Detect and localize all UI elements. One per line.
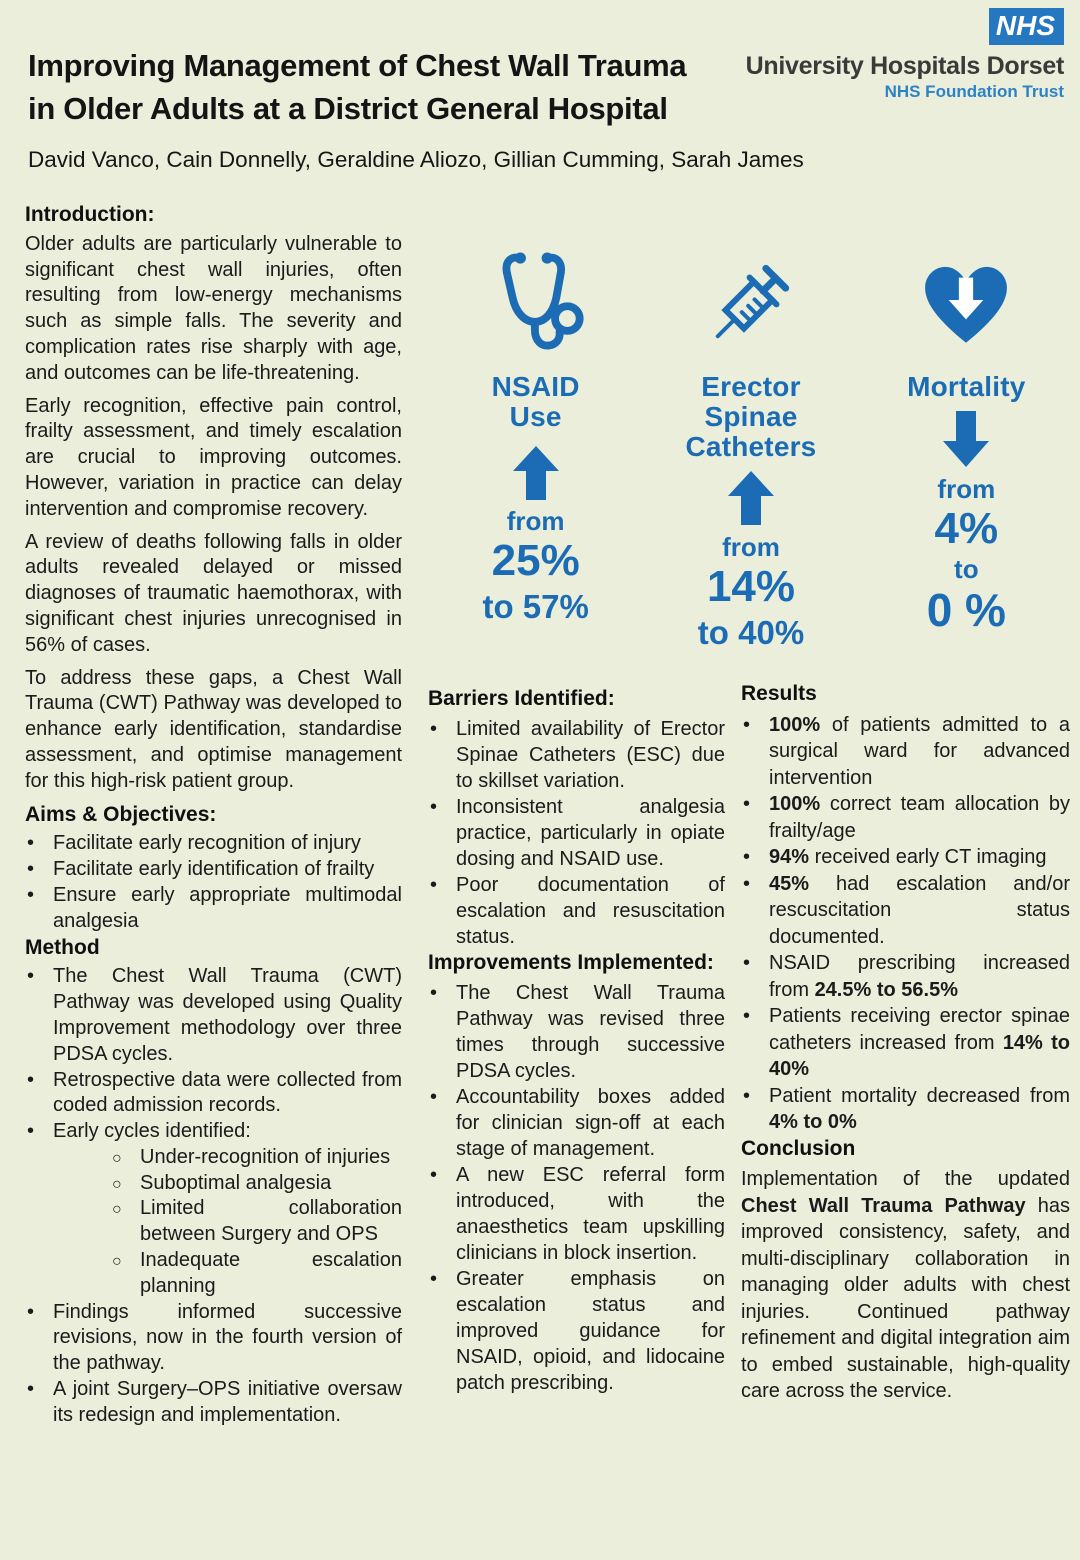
infographic-from-value: 4% bbox=[934, 504, 999, 553]
sub-list-item: ○ Suboptimal analgesia bbox=[112, 1171, 402, 1197]
infographic-to-value: to 40% bbox=[697, 614, 805, 651]
infographic-label: Spinae bbox=[704, 401, 798, 432]
list-item: • Facilitate early recognition of injury bbox=[25, 831, 402, 857]
authors: David Vanco, Cain Donnelly, Geraldine Aliozo, Gillian Cumming, Sarah James bbox=[28, 147, 804, 172]
list-item: • The Chest Wall Trauma Pathway was revised three times through successive PDSA cycles. bbox=[428, 980, 725, 1084]
title-line-1: Improving Management of Chest Wall Trauma bbox=[28, 48, 687, 83]
intro-paragraph: A review of deaths following falls in older adults revealed delayed or missed diagnoses of traumatic haemothorax, with significant chest injuries unrecognised in 56% of cases. bbox=[25, 530, 402, 656]
sub-list-item: ○ Limited collaboration between Surgery and OPS bbox=[112, 1196, 402, 1248]
method-sub-list bbox=[112, 1145, 402, 1300]
intro-paragraph: Older adults are particularly vulnerable to significant chest wall injuries, often resulting from low-energy mechanisms such as simple falls. The severity and complication rates rise sharply with age, and outcomes can be life-threatening. bbox=[25, 232, 402, 384]
results-heading: Results bbox=[741, 682, 817, 705]
method-list-continued bbox=[25, 1300, 402, 1429]
stethoscope-icon bbox=[480, 248, 592, 372]
infographic-label: Use bbox=[509, 401, 562, 432]
list-item: • Inconsistent analgesia practice, particularly in opiate dosing and NSAID use. bbox=[428, 794, 725, 872]
infographic-to-value: to 57% bbox=[482, 588, 589, 625]
infographic-label: Erector bbox=[701, 371, 801, 402]
nhs-logo bbox=[746, 8, 1064, 102]
list-item: • NSAID prescribing increased from 24.5% to 56.5% bbox=[741, 950, 1070, 1003]
infographic-label: Mortality bbox=[907, 371, 1026, 402]
list-item: • Early cycles identified: bbox=[25, 1119, 402, 1145]
heart-arrow-down-icon bbox=[910, 248, 1022, 372]
up-arrow-icon bbox=[513, 446, 559, 500]
infographic-from-word: from bbox=[937, 474, 996, 504]
infographic-from-value: 14% bbox=[706, 562, 796, 611]
infographic-item-nsaid bbox=[428, 248, 643, 654]
down-arrow-icon bbox=[943, 411, 989, 467]
aims-list bbox=[25, 831, 402, 934]
conclusion-paragraph: Implementation of the updated Chest Wall Trauma Pathway has improved consistency, safety, and multi-disciplinary collaboration in managing older adults with chest injuries. Continued pathway refinement and digital integration aim to embed sustainable, high-quality care across the service. bbox=[741, 1168, 1070, 1402]
list-item: • Findings informed successive revisions, now in the fourth version of the pathway. bbox=[25, 1300, 402, 1377]
title-line-2: in Older Adults at a District General Hospital bbox=[28, 91, 668, 126]
left-column bbox=[25, 202, 402, 1429]
list-item: • 100% correct team allocation by frailty/age bbox=[741, 791, 1070, 844]
barriers-heading: Barriers Identified: bbox=[428, 687, 615, 710]
method-heading: Method bbox=[25, 935, 100, 959]
syringe-icon bbox=[696, 248, 806, 372]
list-item: • Patients receiving erector spinae catheters increased from 14% to 40% bbox=[741, 1003, 1070, 1083]
intro-paragraph: To address these gaps, a Chest Wall Trauma (CWT) Pathway was developed to enhance early identification, standardise assessment, and optimise management for this high-risk patient group. bbox=[25, 666, 402, 792]
middle-column bbox=[428, 686, 725, 1396]
infographic-to-value: 0 % bbox=[926, 584, 1006, 636]
method-list bbox=[25, 964, 402, 1145]
list-item: • Retrospective data were collected from coded admission records. bbox=[25, 1068, 402, 1120]
list-item: • A new ESC referral form introduced, with the anaesthetics team upskilling clinicians in block insertion. bbox=[428, 1162, 725, 1266]
improvements-heading: Improvements Implemented: bbox=[428, 951, 714, 974]
infographic-item-esc bbox=[643, 248, 858, 654]
barriers-list bbox=[428, 716, 725, 950]
list-item: • A joint Surgery–OPS initiative oversaw its redesign and implementation. bbox=[25, 1377, 402, 1429]
up-arrow-icon bbox=[728, 471, 774, 525]
results-list bbox=[741, 712, 1070, 1136]
list-item: • Ensure early appropriate multimodal analgesia bbox=[25, 883, 402, 935]
logo-trust: NHS Foundation Trust bbox=[884, 82, 1064, 101]
list-item: • 100% of patients admitted to a surgical ward for advanced intervention bbox=[741, 712, 1070, 792]
list-item: • 94% received early CT imaging bbox=[741, 844, 1070, 871]
infographic-item-mortality bbox=[859, 248, 1074, 654]
infographic-label: NSAID bbox=[491, 371, 580, 402]
conclusion-heading: Conclusion bbox=[741, 1136, 856, 1160]
infographic bbox=[428, 248, 1074, 654]
logo-organisation: University Hospitals Dorset bbox=[745, 52, 1064, 80]
sub-list-item: ○ Inadequate escalation planning bbox=[112, 1248, 402, 1300]
list-item: • Poor documentation of escalation and resuscitation status. bbox=[428, 872, 725, 950]
list-item: • Facilitate early identification of frailty bbox=[25, 857, 402, 883]
list-item: • Limited availability of Erector Spinae Catheters (ESC) due to skillset variation. bbox=[428, 716, 725, 794]
list-item: • 45% had escalation and/or rescuscitation status documented. bbox=[741, 871, 1070, 951]
improvements-list bbox=[428, 980, 725, 1396]
list-item: • Patient mortality decreased from 4% to 0% bbox=[741, 1083, 1070, 1136]
aims-heading: Aims & Objectives: bbox=[25, 802, 217, 826]
right-column bbox=[741, 681, 1070, 1412]
nhs-logo-icon: NHS bbox=[989, 8, 1064, 45]
page-title bbox=[28, 44, 758, 130]
infographic-from-word: from bbox=[506, 506, 565, 536]
list-item: • The Chest Wall Trauma (CWT) Pathway was developed using Quality Improvement methodology over three PDSA cycles. bbox=[25, 964, 402, 1067]
infographic-label: Catheters bbox=[685, 431, 817, 462]
infographic-to-word: to bbox=[954, 554, 979, 584]
sub-list-item: ○ Under-recognition of injuries bbox=[112, 1145, 402, 1171]
introduction-heading: Introduction: bbox=[25, 203, 155, 226]
intro-paragraph: Early recognition, effective pain control, frailty assessment, and timely escalation are crucial to improving outcomes. However, variation in practice can delay intervention and compromise recovery. bbox=[25, 394, 402, 520]
infographic-from-value: 25% bbox=[491, 536, 580, 585]
infographic-from-word: from bbox=[722, 532, 780, 562]
list-item: • Greater emphasis on escalation status and improved guidance for NSAID, opioid, and lidocaine patch prescribing. bbox=[428, 1266, 725, 1396]
list-item: • Accountability boxes added for clinician sign-off at each stage of management. bbox=[428, 1084, 725, 1162]
